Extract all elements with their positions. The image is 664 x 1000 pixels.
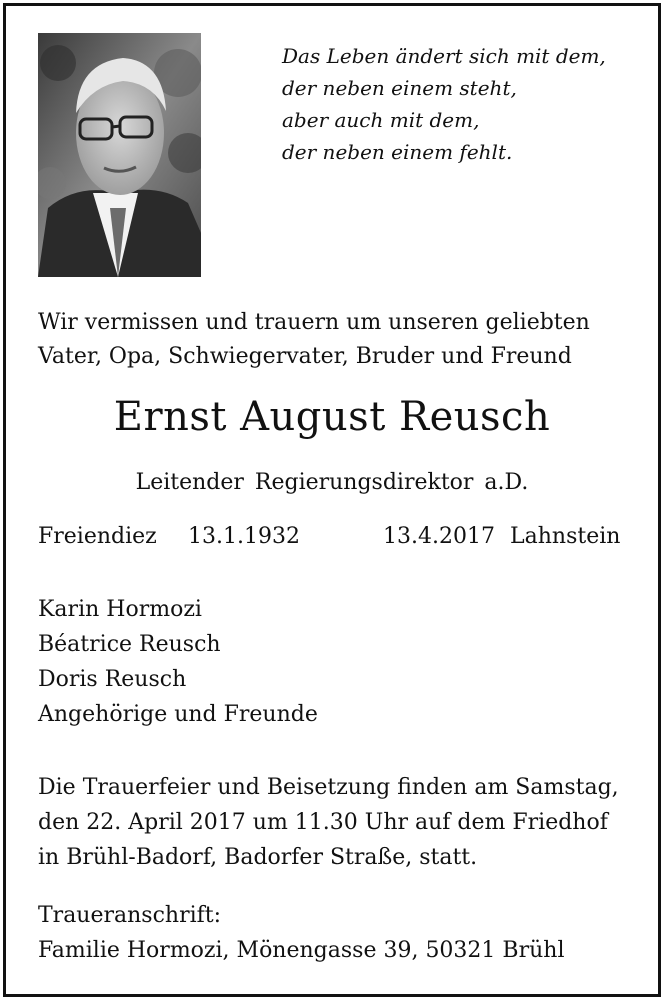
funeral-line: den 22. April 2017 um 11.30 Uhr auf dem Friedhof bbox=[38, 810, 608, 835]
family-member: Karin Hormozi bbox=[38, 597, 202, 622]
death-date: 13.4.2017 bbox=[383, 524, 495, 549]
intro-line: Wir vermissen und trauern um unseren geliebten bbox=[38, 310, 590, 335]
deceased-title: Leitender Regierungsdirektor a.D. bbox=[135, 470, 529, 495]
quote-line: der neben einem steht, bbox=[282, 76, 517, 100]
funeral-line: Die Trauerfeier und Beisetzung finden am Samstag, bbox=[38, 775, 619, 800]
funeral-details bbox=[38, 770, 638, 875]
family-list bbox=[38, 592, 318, 732]
family-member: Béatrice Reusch bbox=[38, 632, 221, 657]
portrait-photo bbox=[38, 33, 201, 277]
family-member: Doris Reusch bbox=[38, 667, 187, 692]
intro-line: Vater, Opa, Schwiegervater, Bruder und Freund bbox=[38, 344, 572, 369]
portrait-image bbox=[38, 33, 201, 277]
quote-line: Das Leben ändert sich mit dem, bbox=[282, 44, 606, 68]
family-member: Angehörige und Freunde bbox=[38, 702, 318, 727]
birth-date: 13.1.1932 bbox=[188, 524, 300, 549]
funeral-line: in Brühl-Badorf, Badorfer Straße, statt. bbox=[38, 845, 478, 870]
address-value: Familie Hormozi, Mönengasse 39, 50321 Brühl bbox=[38, 938, 565, 963]
quote-line: aber auch mit dem, bbox=[282, 108, 480, 132]
death-place: Lahnstein bbox=[510, 524, 621, 549]
birth-place: Freiendiez bbox=[38, 524, 157, 549]
mourning-address bbox=[38, 898, 564, 968]
deceased-name: Ernst August Reusch bbox=[113, 394, 551, 440]
quote-line: der neben einem fehlt. bbox=[282, 140, 513, 164]
address-label: Traueranschrift: bbox=[38, 903, 222, 928]
memorial-quote bbox=[282, 40, 632, 168]
intro-text bbox=[38, 306, 638, 374]
